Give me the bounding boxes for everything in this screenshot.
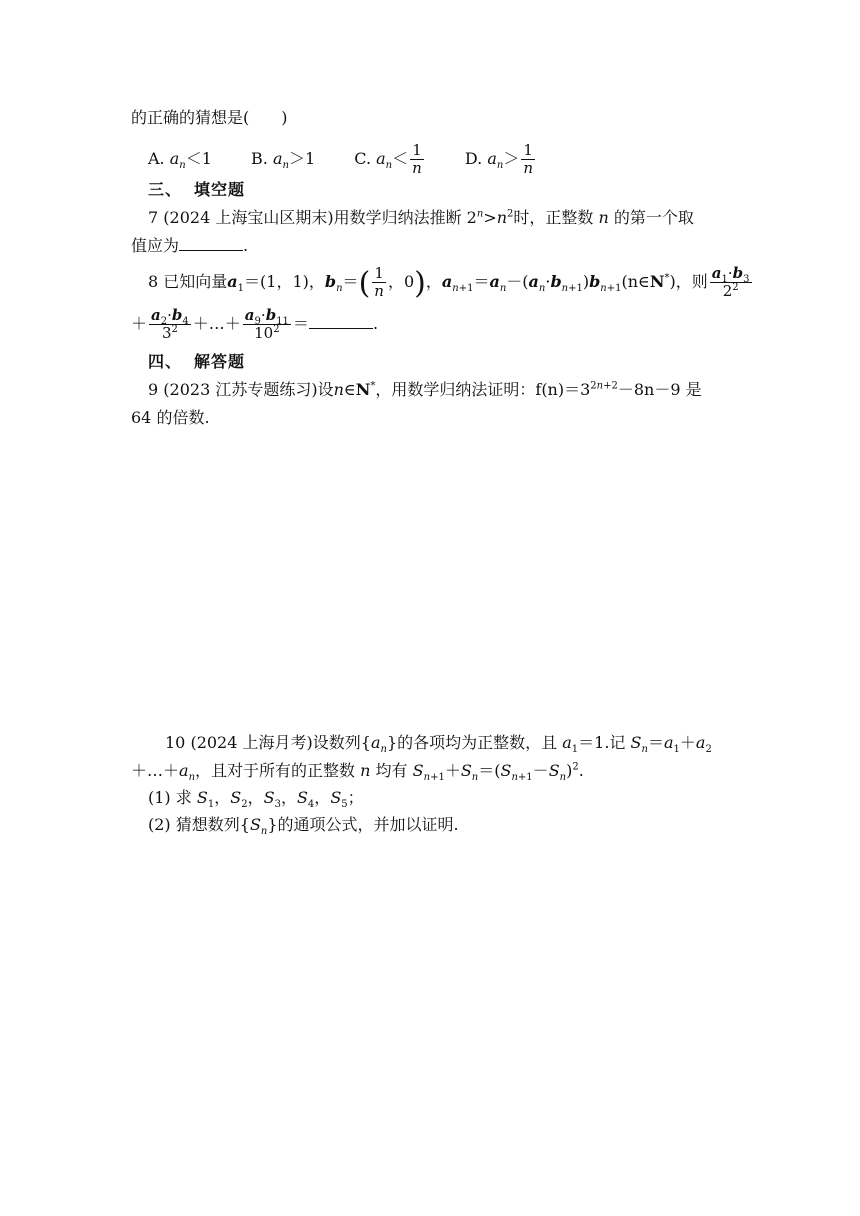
option-d: D. $a_n>$ $\frac{1}{n}$ bbox=[464, 141, 534, 177]
question-10: 10 (2024 上海月考)设数列$\{a_n\}$的各项均为正整数，且 $a_1=1$.记 $S_n=a_1+a_2$ bbox=[165, 733, 712, 756]
q6-tail: 的正确的猜想是( ) bbox=[131, 108, 288, 127]
question-8: 8 已知向量$a_1=(1$，1)，$b_n=$( $\frac{1}{n}$ ，0)，$a_{n+1}=a_n-(a_n\cdot b_{n+1})b_{n+1}(n\in N^*)$，则 $\frac{a_1\cdot b_3}{2^2}$ bbox=[148, 264, 750, 301]
answer-blank-q7[interactable] bbox=[179, 236, 243, 251]
question-9: 9 (2023 江苏专题练习)设n∈N*，用数学归纳法证明：$f(n)=3^{2n+2}-8n-9$ 是 bbox=[148, 380, 702, 399]
option-c: C. $a_n<$ $\frac{1}{n}$ bbox=[354, 141, 422, 177]
section-heading-solve: 四、 解答题 bbox=[148, 352, 246, 371]
option-a: A. $a_n<1$ bbox=[148, 149, 212, 172]
question-10-line2: $+\dots+a_n$，且对于所有的正整数 n 均有 $S_{n+1}+S_n=(S_{n+1}-S_n)^2$. bbox=[131, 761, 584, 784]
section-heading-fill-in: 三、 填空题 bbox=[148, 180, 246, 199]
question-8-line2: ＋ $\frac{a_2\cdot b_4}{3^2}$ ＋…＋ $\frac{a_9\cdot b_{11}}{10^2}$ ＝ . bbox=[131, 306, 379, 342]
answer-blank-q8[interactable] bbox=[309, 314, 373, 329]
q6-options bbox=[148, 142, 748, 177]
option-b: B. $a_n>1$ bbox=[251, 149, 316, 172]
question-7: 7 (2024 上海宝山区期末)用数学归纳法推断 $2^n>n^2$时，正整数 n 的第一个取 bbox=[148, 208, 694, 227]
question-10-part2: (2) 猜想数列$\{S_n\}$的通项公式，并加以证明. bbox=[148, 815, 459, 838]
question-7-line2: 值应为 . bbox=[131, 236, 249, 255]
question-9-line2: 64 的倍数. bbox=[131, 408, 210, 427]
question-10-part1: (1) 求 $S_1$，$S_2$，$S_3$，$S_4$，$S_5$； bbox=[148, 788, 364, 811]
